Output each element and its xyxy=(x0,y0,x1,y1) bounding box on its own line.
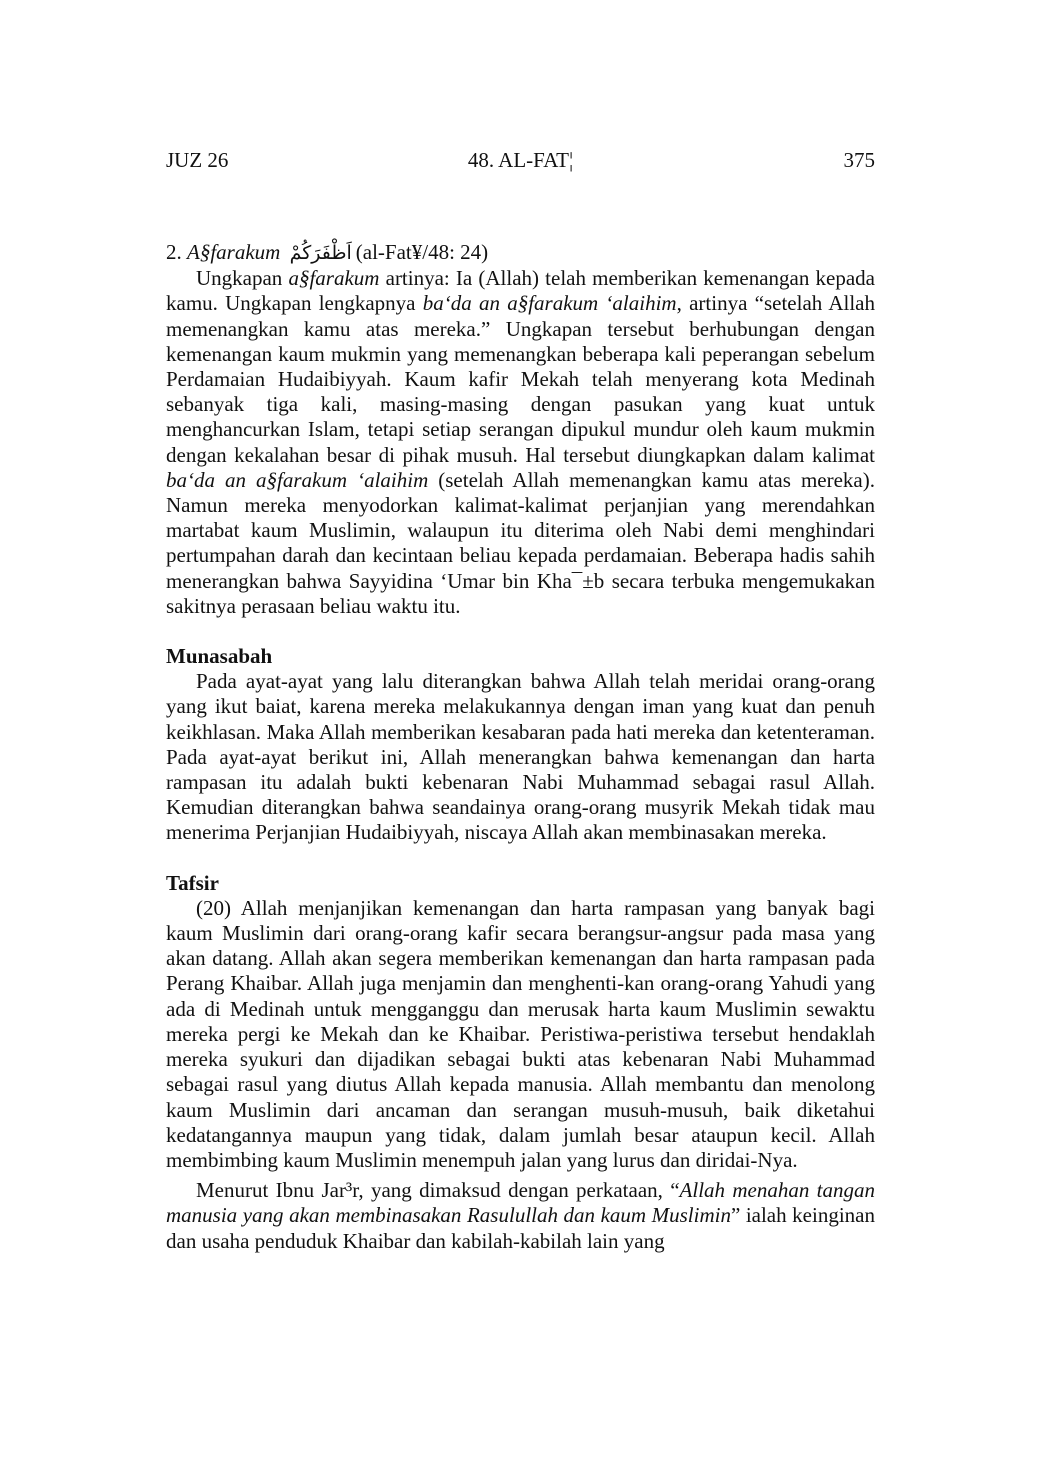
page-body xyxy=(166,240,875,1254)
text-run: Menurut Ibnu Jar³r, yang dimaksud dengan perkataan, “ xyxy=(196,1178,680,1203)
juz-label: JUZ 26 xyxy=(166,148,229,172)
text-run: Ungkapan xyxy=(196,266,289,291)
arabic-term: اَظْفَرَكُمْ xyxy=(289,242,352,264)
tafsir-heading: Tafsir xyxy=(166,870,219,895)
italic-term: a§farakum xyxy=(288,266,380,291)
page-number: 375 xyxy=(843,148,875,172)
tafsir-paragraph-ibnu-jarir xyxy=(166,1178,875,1254)
chapter-title: 48. AL-FAT¦ xyxy=(467,148,574,172)
item-term: A§farakum xyxy=(187,240,281,264)
tafsir-paragraph-20: (20) Allah menjanjikan kemenangan dan harta rampasan yang banyak bagi kaum Muslimin dari orang-orang kafir secara berangsur-angsur pada masa yang akan datang. Allah akan segera memberikan kemenangan dan harta rampasan pada Perang Khaibar. Allah juga menjamin dan menghenti-kan orang-orang Yahudi yang ada di Medinah untuk mengganggu dan merusak harta kaum Muslimin sewaktu mereka pergi ke Mekah dan ke Khaibar. Peristiwa-peristiwa tersebut hendaklah mereka syukuri dan dijadikan sebagai bukti atas kebenaran Nabi Muhammad sebagai rasul yang diutus Allah kepada manusia. Allah membantu dan menolong kaum Muslimin dari ancaman dan serangan musuh-musuh, baik diketahui kedatangannya maupun yang tidak, dalam jumlah besar ataupun kecil. Allah membimbing kaum Muslimin menempuh jalan yang lurus dan diridai-Nya. xyxy=(166,895,875,1172)
text-run: ” ialah keinginan dan usaha penduduk Khaibar dan kabilah-kabilah lain yang xyxy=(166,1203,875,1253)
running-header xyxy=(166,140,875,180)
item-number: 2. xyxy=(166,240,182,264)
text-run: , artinya “setelah Allah memenangkan kamu atas mereka.” Ungkapan tersebut berhubungan dengan kemenangan kaum mukmin yang memenangkan beberapa kali peperangan sebelum Perdamaian Hudaibiyyah. Kaum kafir Mekah telah menyerang kota Medinah sebanyak tiga kali, masing-masing dengan pasukan yang kuat untuk menghancurkan Islam, tetapi setiap serangan dipukul mundur oleh kaum mukmin dengan kekalahan besar di pihak musuh. Hal tersebut diungkapkan dalam kalimat xyxy=(166,291,875,467)
munasabah-heading: Munasabah xyxy=(166,644,273,669)
book-page xyxy=(166,140,875,1254)
italic-quote: Allah menahan tangan manusia yang akan membinasakan Rasulullah dan kaum Muslimin xyxy=(166,1178,875,1228)
text-run: artinya: Ia (Allah) telah memberikan kemenangan kepada kamu. Ungkapan lengkapnya xyxy=(166,266,875,316)
munasabah-paragraph: Pada ayat-ayat yang lalu diterangkan bahwa Allah telah meridai orang-orang yang ikut baiat, karena mereka melakukannya dengan iman yang kuat dan penuh keikhlasan. Maka Allah memberikan kesabaran pada hati mereka dan ketenteraman. Pada ayat-ayat berikut ini, Allah menerangkan bahwa kemenangan dan harta rampasan itu adalah bukti kebenaran Nabi Muhammad sebagai rasul Allah. Kemudian diterangkan bahwa seandainya orang-orang musyrik Mekah tidak mau menerima Perjanjian Hudaibiyyah, niscaya Allah akan membinasakan mereka. xyxy=(166,669,875,845)
italic-phrase: ba‘da an a§farakum ‘alaihim xyxy=(422,291,677,316)
item-reference: (al-Fat¥/48: 24) xyxy=(355,240,489,264)
vocab-explanation-paragraph xyxy=(166,266,875,619)
text-run: (setelah Allah memenangkan kamu atas mereka). Namun mereka menyodorkan kalimat-kalimat perjanjian yang merendahkan martabat kaum Muslimin, walaupun itu diterima oleh Nabi demi menghindari pertumpahan darah dan kecintaan beliau kepada perdamaian. Beberapa hadis sahih menerangkan bahwa Sayyidina ‘Umar bin Kha¯±b secara terbuka mengemukakan sakitnya perasaan beliau waktu itu. xyxy=(166,467,875,618)
vocab-item-heading xyxy=(166,240,875,266)
italic-phrase: ba‘da an a§farakum ‘alaihim xyxy=(166,467,429,492)
